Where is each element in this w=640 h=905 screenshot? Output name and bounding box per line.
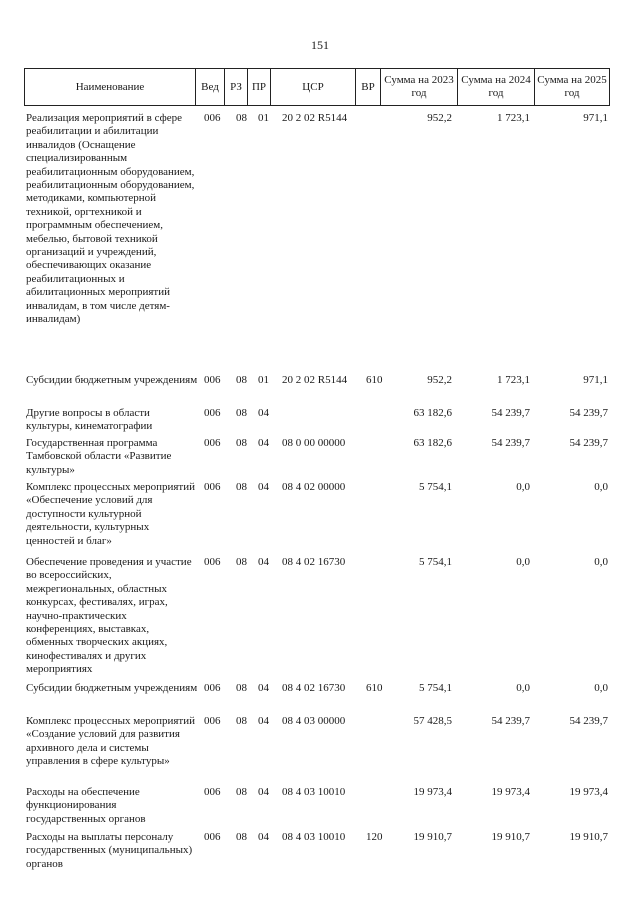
row-rz: 08 [236, 481, 247, 493]
row-name: Другие вопросы в области культуры, кинематографии [26, 407, 153, 433]
row-name: Комплекс процессных мероприятий «Создание условий для развития архивного дела и системы управления в сфере культуры» [26, 715, 195, 768]
row-pr: 04 [258, 481, 269, 493]
row-pr: 04 [258, 407, 269, 419]
row-sum-2025: 54 239,7 [569, 407, 608, 419]
row-pr: 01 [258, 112, 269, 124]
row-sum-2023: 19 910,7 [413, 831, 452, 843]
header-sum-2023: Сумма на 2023 год [381, 69, 458, 105]
row-ved: 006 [204, 682, 221, 694]
row-name: Реализация мероприятий в сфере реабилитации и абилитации инвалидов (Оснащение специализированным реабилитационным оборудованием, реабилитационным оборудованием, методиками, компьютерной техникой, оргтехникой и программным обеспечением, мебелью, бытовой техникой организаций и учреждений, обеспечивающих оказание реабилитационных и абилитационных мероприятий инвалидам, в том числе детям-инвалидам) [26, 112, 195, 326]
row-pr: 04 [258, 556, 269, 568]
row-ved: 006 [204, 786, 221, 798]
row-sum-2023: 5 754,1 [419, 682, 452, 694]
row-sum-2025: 54 239,7 [569, 715, 608, 727]
row-rz: 08 [236, 407, 247, 419]
row-pr: 01 [258, 374, 269, 386]
header-name: Наименование [25, 69, 196, 105]
row-sum-2023: 5 754,1 [419, 481, 452, 493]
row-sum-2024: 0,0 [516, 556, 530, 568]
row-rz: 08 [236, 374, 247, 386]
row-rz: 08 [236, 786, 247, 798]
row-pr: 04 [258, 682, 269, 694]
row-sum-2024: 54 239,7 [491, 407, 530, 419]
row-csr: 08 4 03 10010 [282, 786, 346, 798]
row-sum-2023: 63 182,6 [413, 437, 452, 449]
row-csr: 08 4 03 10010 [282, 831, 346, 843]
row-rz: 08 [236, 682, 247, 694]
page-number: 151 [311, 38, 329, 52]
row-ved: 006 [204, 112, 221, 124]
row-sum-2024: 19 910,7 [491, 831, 530, 843]
row-vr: 120 [366, 831, 383, 843]
row-vr: 610 [366, 682, 383, 694]
row-name: Расходы на обеспечение функционирования государственных органов [26, 786, 146, 825]
row-sum-2025: 0,0 [594, 682, 608, 694]
row-name: Государственная программа Тамбовской области «Развитие культуры» [26, 437, 172, 476]
row-ved: 006 [204, 437, 221, 449]
row-csr: 20 2 02 R5144 [282, 374, 348, 386]
row-rz: 08 [236, 831, 247, 843]
row-sum-2024: 54 239,7 [491, 715, 530, 727]
row-sum-2025: 971,1 [583, 112, 608, 124]
row-ved: 006 [204, 481, 221, 493]
row-csr: 08 4 03 00000 [282, 715, 346, 727]
row-ved: 006 [204, 831, 221, 843]
row-sum-2024: 0,0 [516, 481, 530, 493]
row-sum-2023: 57 428,5 [413, 715, 452, 727]
row-csr: 08 0 00 00000 [282, 437, 346, 449]
row-sum-2023: 19 973,4 [413, 786, 452, 798]
budget-table [24, 68, 610, 870]
row-sum-2023: 952,2 [427, 112, 452, 124]
row-csr: 08 4 02 16730 [282, 556, 346, 568]
row-pr: 04 [258, 715, 269, 727]
row-sum-2025: 971,1 [583, 374, 608, 386]
row-sum-2024: 54 239,7 [491, 437, 530, 449]
row-vr: 610 [366, 374, 383, 386]
row-sum-2025: 19 910,7 [569, 831, 608, 843]
row-name: Обеспечение проведения и участие во всероссийских, межрегиональных, областных конкурсах, фестивалях, играх, научно-практических конференциях, выставках, обменных творческих акциях, кинофестивалях и других мероприятиях [26, 556, 192, 676]
row-pr: 04 [258, 831, 269, 843]
row-name: Расходы на выплаты персоналу государственных (муниципальных) органов [26, 831, 193, 870]
row-csr: 08 4 02 00000 [282, 481, 346, 493]
row-sum-2024: 0,0 [516, 682, 530, 694]
header-rz: РЗ [225, 69, 248, 105]
row-name: Субсидии бюджетным учреждениям [26, 682, 198, 694]
row-sum-2023: 5 754,1 [419, 556, 452, 568]
row-sum-2023: 952,2 [427, 374, 452, 386]
row-rz: 08 [236, 437, 247, 449]
row-rz: 08 [236, 556, 247, 568]
row-sum-2025: 0,0 [594, 481, 608, 493]
row-sum-2025: 0,0 [594, 556, 608, 568]
header-csr: ЦСР [271, 69, 356, 105]
row-csr: 08 4 02 16730 [282, 682, 346, 694]
row-sum-2025: 54 239,7 [569, 437, 608, 449]
header-pr: ПР [248, 69, 271, 105]
row-ved: 006 [204, 407, 221, 419]
row-ved: 006 [204, 715, 221, 727]
row-pr: 04 [258, 786, 269, 798]
row-ved: 006 [204, 556, 221, 568]
row-rz: 08 [236, 715, 247, 727]
row-name: Комплекс процессных мероприятий «Обеспечение условий для доступности культурной деятельности, культурных ценностей и благ» [26, 481, 195, 547]
header-sum-2024: Сумма на 2024 год [458, 69, 535, 105]
row-name: Субсидии бюджетным учреждениям [26, 374, 198, 386]
row-ved: 006 [204, 374, 221, 386]
header-ved: Вед [196, 69, 225, 105]
row-sum-2024: 1 723,1 [497, 112, 530, 124]
row-sum-2023: 63 182,6 [413, 407, 452, 419]
table-header [24, 68, 610, 106]
row-sum-2024: 19 973,4 [491, 786, 530, 798]
row-sum-2024: 1 723,1 [497, 374, 530, 386]
row-sum-2025: 19 973,4 [569, 786, 608, 798]
row-csr: 20 2 02 R5144 [282, 112, 348, 124]
row-pr: 04 [258, 437, 269, 449]
row-rz: 08 [236, 112, 247, 124]
header-vr: ВР [356, 69, 381, 105]
header-sum-2025: Сумма на 2025 год [537, 74, 607, 99]
